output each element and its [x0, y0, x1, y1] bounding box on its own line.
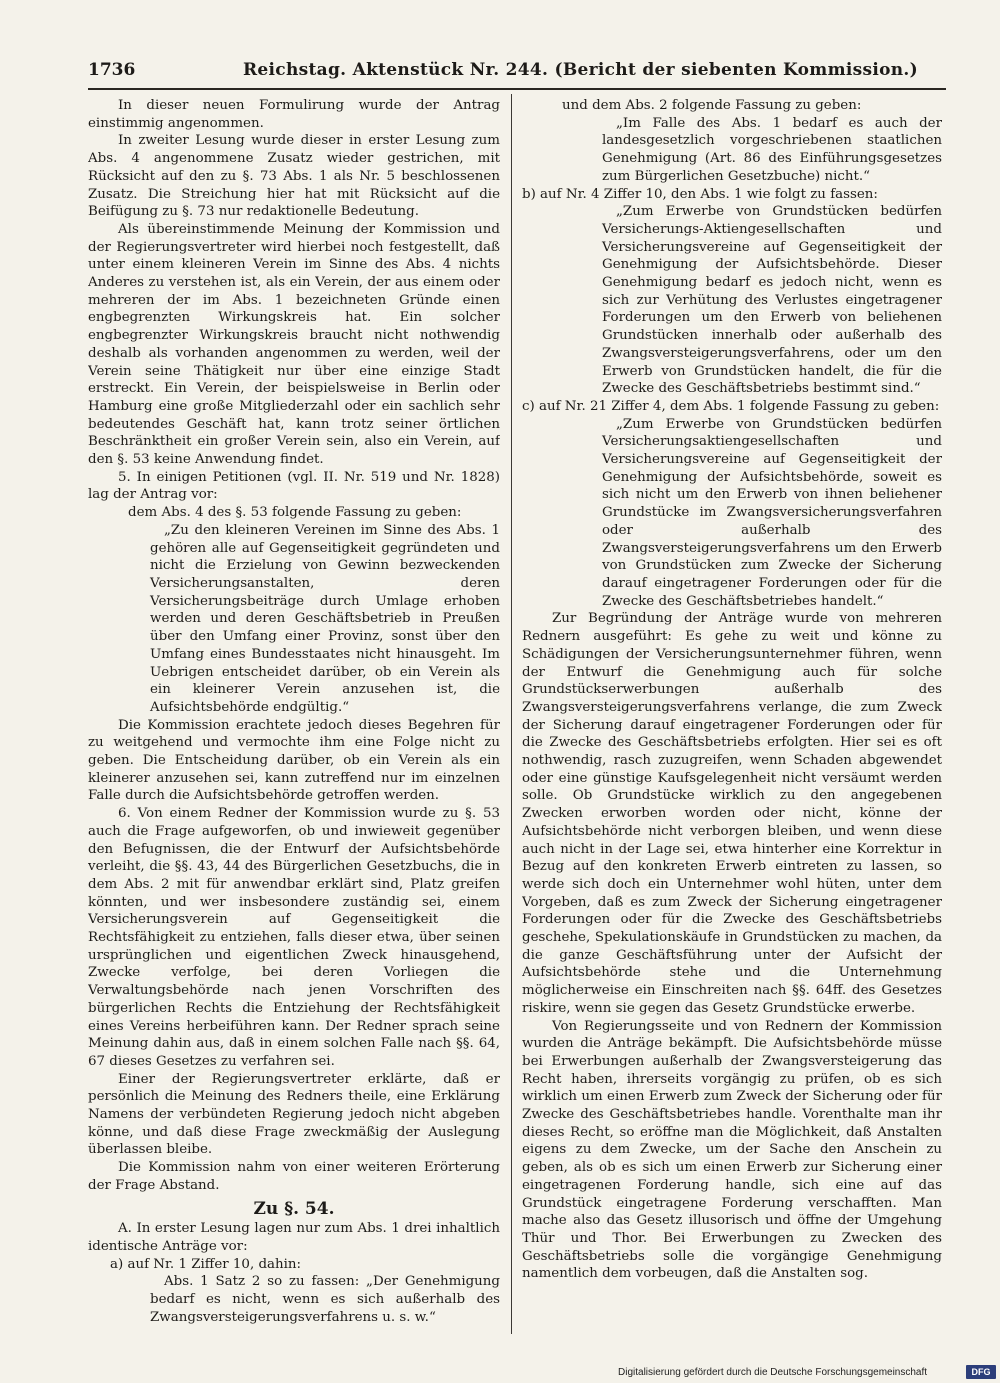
- page-number: 1736: [88, 60, 136, 80]
- quoted-proposal: „Zu den kleineren Vereinen im Sinne des Abs. 1 gehören alle auf Gegenseitigkeit gegründeten und nicht die Erzielung von Gewinn bezweckenden Versicherungsanstalten, deren Versicherungsbeiträge durch Umlage erhoben werden und deren Geschäftsbetrieb in Preußen über den Umfang einer Provinz, sonst über den Umfang eines Bundesstaates nicht hinausgeht. Im Uebrigen entscheidet darüber, ob ein Verein als ein kleinerer Verein anzusehen ist, die Aufsichtsbehörde endgültig.“: [150, 522, 500, 715]
- right-column: [522, 97, 942, 1342]
- paragraph: In dieser neuen Formulirung wurde der Antrag einstimmig angenommen.: [88, 98, 500, 131]
- paragraph: Die Kommission nahm von einer weiteren Erörterung der Frage Abstand.: [88, 1160, 500, 1193]
- footer-credit: Digitalisierung gefördert durch die Deutsche Forschungsgemeinschaft: [618, 1367, 928, 1378]
- quoted-proposal: „Zum Erwerbe von Grundstücken bedürfen Versicherungsaktiengesellschaften und Versicherungsvereine auf Gegenseitigkeit der Genehmigung der Aufsichtsbehörde, soweit es sich nicht um den Erwerb von ihnen beliehener Grundstücke im Zwangsversicherungsverfahren oder außerhalb des Zwangsversteigerungsverfahrens um den Erwerb von Grundstücken zum Zwecke der Sicherung darauf eingetragener Forderungen oder für die Zwecke des Geschäftsbetriebes handelt.“: [602, 416, 942, 609]
- section-heading: Zu §. 54.: [253, 1198, 335, 1219]
- dfg-logo-icon: DFG: [966, 1365, 996, 1379]
- paragraph: Einer der Regierungsvertreter erklärte, daß er persönlich die Meinung des Redners theile, eine Erklärung Namens der verbündeten Regierung jedoch nicht abgeben könne, und daß diese Frage zweckmäßig der Auslegung überlassen bleibe.: [88, 1071, 500, 1158]
- numbered-paragraph: 5. In einigen Petitionen (vgl. II. Nr. 519 und Nr. 1828) lag der Antrag vor:: [88, 469, 500, 503]
- paragraph: Von Regierungsseite und von Rednern der Kommission wurden die Anträge bekämpft. Die Aufsichtsbehörde müsse bei Erwerbungen außerhalb der Zwangsversteigerung das Recht haben, ihrerseits vorgängig zu prüfen, ob es sich wirklich um einen Erwerb zum Zweck der Sicherung oder für Zwecke des Geschäftsbetriebes handle. Vorenthalte man ihr dieses Recht, so eröffne man die Möglichkeit, daß Anstalten eigens zu dem Zwecke, um der Sache den Anschein zu geben, als ob es sich um einen Erwerb zur Sicherung einer eingetragenen Forderung handle, sich eine auf das Grundstück eingetragene Forderung verschafften. Man mache also das Gesetz illusorisch und öffne der Umgehung Thür und Thor. Bei Erwerbungen zu Zwecken des Geschäftsbetriebs solle die vorgängige Genehmigung namentlich dem vorbeugen, daß die Anstalten sog.: [522, 1018, 942, 1282]
- paragraph: Zur Begründung der Anträge wurde von mehreren Rednern ausgeführt: Es gehe zu weit und könne zu Schädigungen der Versicherungsunternehmer führen, wenn der Entwurf die Genehmigung auch für solche Grundstückserwerbungen außerhalb des Zwangsversteigerungsverfahrens verlange, die zum Zweck der Sicherung darauf eingetragener Forderungen oder für die Zwecke des Geschäftsbetriebs erfolgten. Hier sei es oft nothwendig, rasch zuzugreifen, wenn Schaden abgewendet oder eine günstige Kaufsgelegenheit nicht versäumt werden solle. Ob Grundstücke wirklich zu den angegebenen Zwecken erworben worden oder nicht, könne der Aufsichtsbehörde nicht verborgen bleiben, und wenn diese auch nicht in der Lage sei, etwa hinterher eine Korrektur in Bezug auf den konkreten Erwerb eintreten zu lassen, so werde sich doch ein Unternehmer wohl hüten, unter dem Vorgeben, daß es zum Zweck der Sicherung eingetragener Forderungen oder für die Zwecke des Geschäftsbetriebs geschehe, Spekulationskäufe in Grundstücken zu machen, da die ganze Geschäftsführung unter der Aufsicht der Aufsichtsbehörde stehe und die Unternehmung möglicherweise ein Einschreiten nach §§. 64ff. des Gesetzes riskire, wenn sie gegen das Gesetz Grundstücke erwerbe.: [522, 611, 942, 1016]
- header-rule: [88, 88, 946, 90]
- paragraph: In zweiter Lesung wurde dieser in erster Lesung zum Abs. 4 angenommene Zusatz wieder gestrichen, mit Rücksicht auf den zu §. 73 Abs. 1 als Nr. 5 beschlossenen Zusatz. Die Streichung hier hat mit Rücksicht auf die Beifügung zu §. 73 nur redaktionelle Bedeutung.: [88, 133, 500, 220]
- left-column: [88, 97, 500, 1342]
- list-item: b) auf Nr. 4 Ziffer 10, den Abs. 1 wie folgt zu fassen:: [522, 186, 878, 202]
- list-item: a) auf Nr. 1 Ziffer 10, dahin:: [110, 1256, 302, 1272]
- quoted-proposal: Abs. 1 Satz 2 so zu fassen: „Der Genehmigung bedarf es nicht, wenn es sich außerhalb des Zwangsversteigerungsverfahrens u. s. w.“: [150, 1274, 500, 1325]
- list-item: c) auf Nr. 21 Ziffer 4, dem Abs. 1 folgende Fassung zu geben:: [522, 398, 940, 414]
- numbered-paragraph: 6. Von einem Redner der Kommission wurde zu §. 53 auch die Frage aufgeworfen, ob und inwieweit gegenüber den Befugnissen, die der Entwurf der Aufsichtsbehörde verleiht, die §§. 43, 44 des Bürgerlichen Gesetzbuchs, die in dem Abs. 2 mit für anwendbar erklärt sind, Platz greifen könnten, und wer insbesondere zuständig sei, einem Versicherungsverein auf Gegenseitigkeit die Rechtsfähigkeit zu entziehen, falls dieser etwa, über seinen ursprünglichen und eigentlichen Zweck hinausgehend, Zwecke verfolge, bei deren Vorliegen die Verwaltungsbehörde nach jenen Vorschriften des bürgerlichen Rechts die Entziehung der Rechtsfähigkeit eines Vereins herbeiführen kann. Der Redner sprach seine Meinung dahin aus, daß in einem solchen Falle nach §§. 64, 67 dieses Gesetzes zu verfahren sei.: [88, 806, 500, 1069]
- paragraph: Als übereinstimmende Meinung der Kommission und der Regierungsvertreter wird hierbei noch festgestellt, daß unter einem kleineren Verein im Sinne des Abs. 4 nichts Anderes zu verstehen ist, als ein Verein, der aus einem oder mehreren der im Abs. 1 bezeichneten Gründe einen engbegrenzten Wirkungskreis hat. Ein solcher engbegrenzter Wirkungskreis braucht nicht nothwendig deshalb als vorhanden angenommen zu werden, weil der Verein seine Thätigkeit nur über eine einzige Stadt erstreckt. Ein Verein, der beispielsweise in Berlin oder Hamburg eine große Mitgliederzahl oder ein sachlich sehr bedeutendes Geschäft hat, kann trotz seiner örtlichen Beschränktheit ein großer Verein sein, also ein Verein, auf den §. 53 keine Anwendung findet.: [88, 221, 500, 468]
- column-divider: [511, 94, 512, 1334]
- quoted-proposal: „Im Falle des Abs. 1 bedarf es auch der landesgesetzlich vorgeschriebenen staatlichen Genehmigung (Art. 86 des Einführungsgesetzes zum Bürgerlichen Gesetzbuche) nicht.“: [602, 115, 942, 184]
- paragraph: Die Kommission erachtete jedoch dieses Begehren für zu weitgehend und vermochte ihm eine Folge nicht zu geben. Die Entscheidung darüber, ob ein Verein als ein kleinerer anzusehen sei, kann zutreffend nur im einzelnen Falle durch die Aufsichtsbehörde getroffen werden.: [88, 717, 500, 804]
- paragraph: A. In erster Lesung lagen nur zum Abs. 1 drei inhaltlich identische Anträge vor:: [88, 1221, 500, 1254]
- quoted-proposal: „Zum Erwerbe von Grundstücken bedürfen Versicherungs-Aktiengesellschaften und Versicherungsvereine auf Gegenseitigkeit der Genehmigung der Aufsichtsbehörde. Dieser Genehmigung bedarf es jedoch nicht, wenn es sich zur Verhütung des Verlustes eingetragener Forderungen um den Erwerb von beliehenen Grundstücken innerhalb oder außerhalb des Zwangsversteigerungsverfahrens, oder um den Erwerb von Grundstücken handelt, die für die Zwecke des Geschäftsbetriebs bestimmt sind.“: [602, 204, 942, 397]
- page-header: [88, 58, 946, 88]
- running-title: Reichstag. Aktenstück Nr. 244. (Bericht der siebenten Kommission.): [243, 60, 918, 80]
- proposal-intro: dem Abs. 4 des §. 53 folgende Fassung zu geben:: [128, 505, 462, 521]
- paragraph: und dem Abs. 2 folgende Fassung zu geben:: [562, 98, 862, 113]
